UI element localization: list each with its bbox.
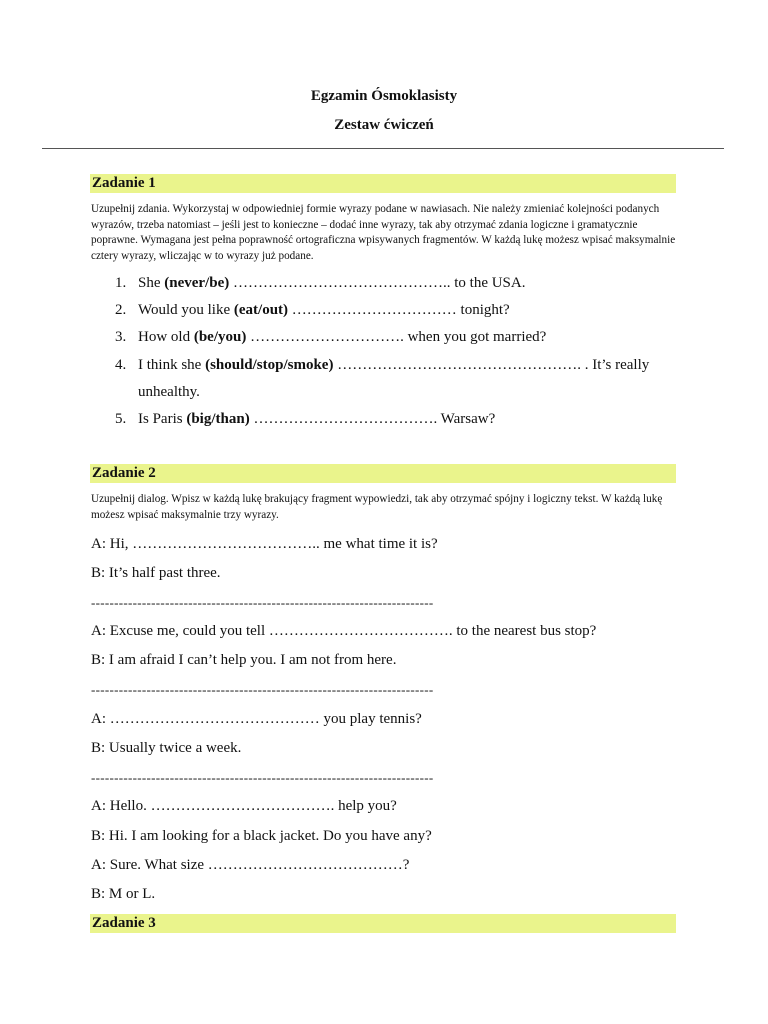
dialog-line: A: Hi, ……………………………….. me what time it is?	[91, 536, 438, 552]
dialog-separator: --------------------------------------------------------------------------	[91, 770, 434, 785]
task-2-heading: Zadanie 2	[90, 464, 676, 483]
task-1-list	[92, 270, 682, 433]
dialog-line: A: Excuse me, could you tell ………………………………. to the nearest bus stop?	[91, 623, 597, 639]
header-divider	[42, 148, 724, 149]
task-1-instruction: Uzupełnij zdania. Wykorzystaj w odpowiedniej formie wyrazy podane w nawiasach. Nie należy zmieniać kolejności podanych wyrazów, trzeba natomiast – jeśli jest to konieczne – dodać inne wyrazy, tak aby otrzymać zdania logiczne i gramatycznie poprawne. Wymagana jest pełna poprawność ortograficzna wpisywanych fragmentów. W każdą lukę możesz wpisać maksymalnie cztery wyrazy, wliczając w to wyrazy już podane.	[91, 203, 676, 262]
dialog-line: B: M or L.	[91, 886, 156, 902]
dialog-line: A: Sure. What size …………………………………?	[91, 857, 410, 873]
list-item: 4. I think she (should/stop/smoke) …………………………………………. . It’s really unhealthy.	[115, 356, 650, 400]
list-item: 5. Is Paris (big/than) ………………………………. Warsaw?	[115, 411, 496, 428]
page-title: Egzamin Ósmoklasisty	[310, 88, 458, 104]
page-subtitle: Zestaw ćwiczeń	[334, 117, 434, 133]
list-item: 2. Would you like (eat/out) …………………………… tonight?	[115, 302, 510, 319]
task-1-heading: Zadanie 1	[90, 174, 676, 193]
list-item: 3. How old (be/you) …………………………. when you got married?	[115, 329, 547, 346]
list-item: 1. She (never/be) …………………………………….. to the USA.	[115, 275, 526, 291]
dialog-separator: --------------------------------------------------------------------------	[91, 682, 434, 697]
dialog-line: B: Usually twice a week.	[91, 740, 242, 756]
dialog-separator: --------------------------------------------------------------------------	[91, 595, 434, 610]
dialog-line: A: Hello. ………………………………. help you?	[91, 798, 397, 814]
dialog-line: B: Hi. I am looking for a black jacket. Do you have any?	[91, 828, 432, 844]
dialog-line: B: I am afraid I can’t help you. I am not from here.	[91, 652, 397, 668]
dialog-line: B: It’s half past three.	[91, 565, 221, 581]
dialog-line: A: …………………………………… you play tennis?	[91, 711, 422, 727]
task-2-instruction: Uzupełnij dialog. Wpisz w każdą lukę brakujący fragment wypowiedzi, tak aby otrzymać spójny i logiczny tekst. W każdą lukę możesz wpisać maksymalnie trzy wyrazy.	[91, 493, 663, 521]
task-3-heading: Zadanie 3	[90, 914, 676, 933]
